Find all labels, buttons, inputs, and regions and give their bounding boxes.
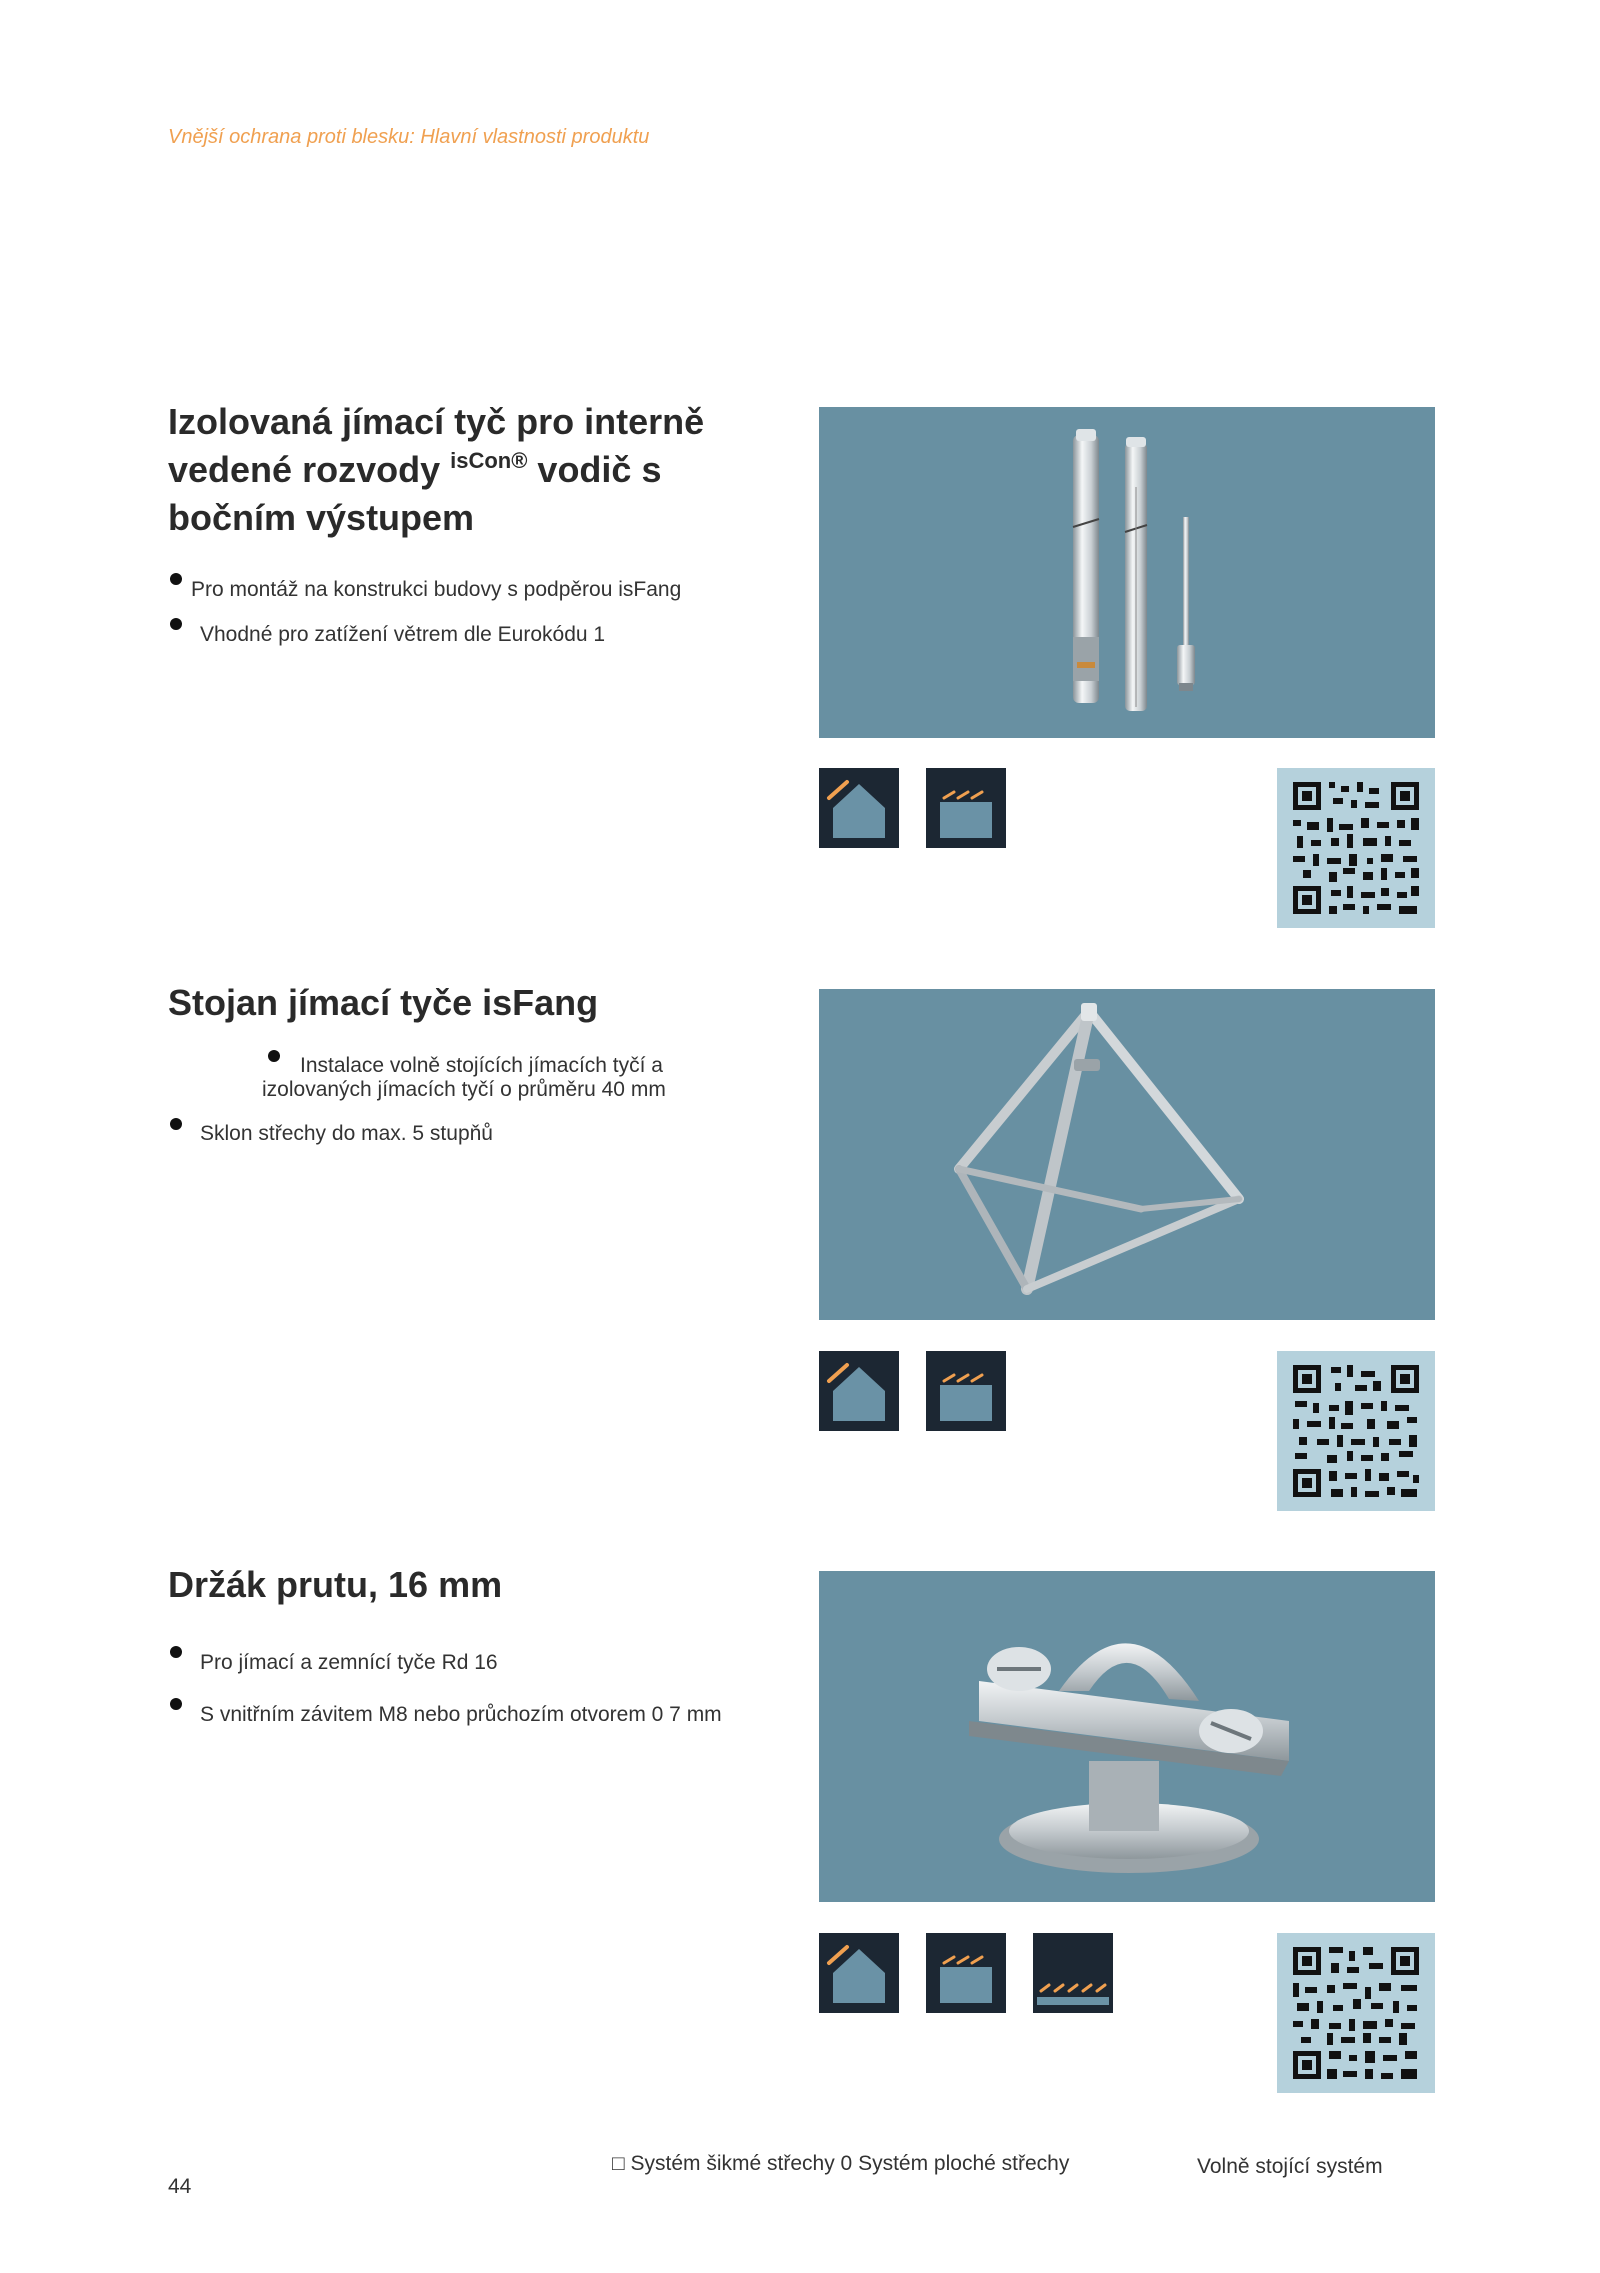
bullet-dot: [170, 573, 182, 585]
product-3-bullet-2: S vnitřním závitem M8 nebo průchozím otvorem 0 7 mm: [200, 1703, 722, 1726]
product-1-title-line2-pre: vedené rozvody: [168, 449, 451, 490]
product-2-bullet-1-cont: izolovaných jímacích tyčí o průměru 40 mm: [262, 1078, 666, 1101]
product-2-bullet-2: Sklon střechy do max. 5 stupňů: [200, 1122, 493, 1145]
product-1-title: [168, 398, 704, 542]
product-1-title-sup: isCon®: [450, 448, 528, 473]
footer-legend-right: Volně stojící systém: [1197, 2155, 1383, 2178]
qr-code-icon: [1277, 1351, 1435, 1511]
product-1-bullet-2: Vhodné pro zatížení větrem dle Eurokódu 1: [200, 623, 606, 646]
product-3-photo: [819, 1571, 1435, 1902]
bullet-dot: [268, 1050, 280, 1062]
product-2-bullet-1: Instalace volně stojících jímacích tyčí a: [300, 1054, 663, 1077]
product-1-title-line3: bočním výstupem: [168, 497, 475, 538]
product-1-title-line2-post: vodič s: [527, 449, 662, 490]
product-3-bullet-1: Pro jímací a zemnící tyče Rd 16: [200, 1651, 498, 1674]
product-2-photo: [819, 989, 1435, 1320]
bullet-dot: [170, 1646, 182, 1658]
product-1-title-line2: [168, 446, 704, 494]
flat-roof-icon: [926, 1351, 1006, 1431]
flat-roof-icon: [926, 1933, 1006, 2013]
product-1-title-line1: Izolovaná jímací tyč pro interně: [168, 401, 705, 442]
product-3-title: Držák prutu, 16 mm: [168, 1564, 503, 1605]
page-number: 44: [168, 2175, 192, 2198]
product-2-title: Stojan jímací tyče isFang: [168, 982, 599, 1023]
bullet-dot: [170, 1698, 182, 1710]
pitched-roof-icon: [819, 768, 899, 848]
qr-code-icon: [1277, 1933, 1435, 2093]
bullet-dot: [170, 1118, 182, 1130]
running-head: Vnější ochrana proti blesku: Hlavní vlastnosti produktu: [168, 126, 650, 148]
flat-roof-icon: [926, 768, 1006, 848]
product-1-bullet-1: Pro montáž na konstrukci budovy s podpěrou isFang: [191, 578, 682, 601]
bullet-dot: [170, 618, 182, 630]
footer-legend-left: □ Systém šikmé střechy 0 Systém ploché střechy: [612, 2152, 1070, 2175]
pitched-roof-icon: [819, 1351, 899, 1431]
qr-code-icon: [1277, 768, 1435, 928]
product-1-photo: [819, 407, 1435, 738]
pitched-roof-icon: [819, 1933, 899, 2013]
free-standing-icon: [1033, 1933, 1113, 2013]
